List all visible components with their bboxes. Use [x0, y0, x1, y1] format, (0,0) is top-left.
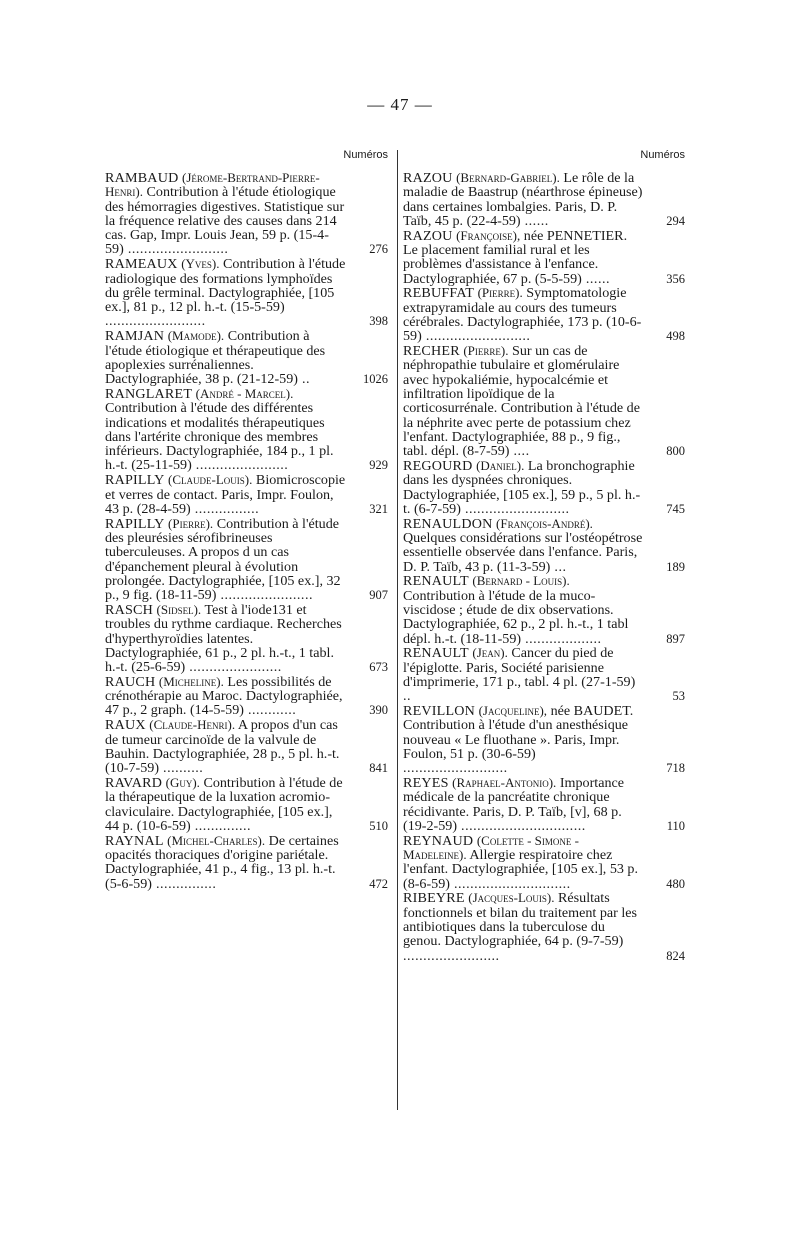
thesis-number: 907 [369, 588, 388, 603]
author-surname: RANGLARET [105, 385, 193, 402]
author-surname: RAZOU [403, 170, 453, 186]
author-surname: RAPILLY [105, 515, 165, 532]
author-surname: REGOURD [403, 457, 473, 474]
author-given-names: (Claude-Louis). [168, 472, 253, 488]
author-surname: REVILLON [403, 702, 476, 719]
entry-text [105, 718, 346, 775]
entry-text [403, 517, 643, 574]
bibliography-entry [105, 603, 388, 674]
entry-text [403, 834, 643, 891]
entry-text [105, 329, 346, 386]
leader-dots: ...... [581, 270, 611, 287]
author-given-names: (Pierre). [168, 515, 214, 531]
author-surname: RAUX [105, 717, 146, 734]
thesis-number: 472 [369, 876, 388, 891]
numeros-header: Numéros [343, 149, 388, 161]
author-given-names: (Daniel). [476, 457, 525, 473]
author-surname: RAMEAUX [105, 256, 178, 273]
author-given-names: (Jacqueline), [478, 702, 548, 718]
thesis-description: Les possibilités de crénothérapie au Maroc. Dactylographiée, 47 p., 2 graph. (14-5-59) [105, 673, 343, 719]
bibliography-entry [403, 574, 685, 645]
bibliography-entry [403, 704, 685, 775]
entry-text [403, 776, 643, 833]
thesis-number: 1026 [363, 372, 388, 387]
thesis-number: 480 [666, 876, 685, 891]
thesis-description: Contribution à l'étude de la thérapeutique de la luxation acromio-claviculaire. Dactylographiée, [105 ex.], 44 p. (10-6-59) [105, 774, 343, 834]
entry-text [403, 229, 643, 286]
author-surname: REBUFFAT [403, 285, 475, 302]
thesis-number: 294 [666, 213, 685, 228]
author-surname: RAUCH [105, 673, 156, 690]
leader-dots: .......................... [421, 328, 531, 345]
author-surname: RAZOU [403, 227, 453, 244]
thesis-description: née PENNETIER. Le placement familial rural et les problèmes d'assistance à l'enfance. Dactylographiée, 67 p. (5-5-59) [403, 227, 628, 287]
right-column [403, 145, 685, 963]
bibliography-entry [403, 776, 685, 833]
thesis-number: 800 [666, 444, 685, 459]
thesis-description: La bronchographie dans les dyspnées chroniques. Dactylographiée, [105 ex.], 59 p., 5 pl. h.-t. (6-7-59) [403, 457, 641, 517]
thesis-number: 276 [369, 242, 388, 257]
thesis-description: Symptomatologie extrapyramidale au cours des tumeurs cérébrales. Dactylographiée, 173 p. (10-6-59) [403, 285, 642, 345]
thesis-description: Contribution à l'étude radiologique des formations lymphoïdes du grêle terminal. Dactylographiée, [105 ex.], 81 p., 12 pl. h.-t. (15-5-59) [105, 256, 346, 316]
thesis-description: Contribution à l'étude étiologique et thérapeutique des apoplexies surrénaliennes. Dactylographiée, 38 p. (21-12-59) [105, 328, 326, 388]
entry-text [105, 675, 346, 718]
thesis-number: 841 [369, 761, 388, 776]
thesis-number: 398 [369, 314, 388, 329]
thesis-number: 718 [666, 761, 685, 776]
leader-dots: .... [509, 443, 530, 460]
bibliography-entry [105, 718, 388, 775]
leader-dots: ............ [243, 702, 297, 719]
author-given-names: (Guy). [165, 774, 200, 790]
entry-text [403, 574, 643, 645]
page-number: — 47 — [367, 95, 433, 114]
author-given-names: (Yves). [181, 256, 220, 272]
leader-dots: .. [403, 688, 412, 705]
author-given-names: (Sidsel). [156, 601, 202, 617]
leader-dots: ............... [151, 875, 217, 892]
author-given-names: (Claude-Henri). [149, 717, 236, 733]
bibliography-entry [403, 891, 685, 962]
leader-dots: ......................... [105, 313, 206, 330]
author-surname: RECHER [403, 343, 460, 360]
bibliography-entry [105, 776, 388, 833]
author-surname: RENAULT [403, 573, 469, 590]
numeros-header: Numéros [640, 149, 685, 161]
entry-text [403, 171, 643, 228]
leader-dots: ............................. [449, 875, 571, 892]
thesis-number: 110 [666, 818, 685, 833]
thesis-description: Importance médicale de la pancréatite chronique récidivante. Paris, D. P. Taïb, [v], 68 p. (19-2-59) [403, 774, 625, 834]
author-surname: RASCH [105, 601, 153, 618]
thesis-description: Contribution à l'étude des différentes indications et modalités thérapeutiques dans l'artérite chronique des membres inférieurs. Dactylographiée, 184 p., 1 pl. h.-t. (25-11-59) [105, 400, 334, 474]
entry-list [403, 171, 685, 963]
thesis-description: A propos d'un cas de tumeur carcinoïde de la valvule de Bauhin. Dactylographiée, 28 p., 5 pl. h.-t. (10-7-59) [105, 717, 340, 777]
author-surname: RIBEYRE [403, 890, 465, 907]
thesis-description: De certaines opacités thoraciques d'origine pariétale. Dactylographiée, 41 p., 4 fig., 13 pl. h.-t. (5-6-59) [105, 832, 339, 892]
thesis-description: née BAUDET. Contribution à l'étude d'un anesthésique nouveau « Le fluothane ». Paris, Impr. Foulon, 51 p. (30-6-59) [403, 702, 634, 762]
author-given-names: (Pierre). [463, 343, 509, 359]
author-given-names: (Jean). [472, 645, 508, 661]
thesis-description: Allergie respiratoire chez l'enfant. Dactylographiée, [105 ex.], 53 p. (8-6-59) [403, 846, 639, 892]
bibliography-entry [105, 834, 388, 891]
thesis-number: 745 [666, 501, 685, 516]
author-surname: REYES [403, 774, 449, 791]
author-given-names: (Mamode). [167, 328, 225, 344]
thesis-description: Test à l'iode131 et troubles du rythme cardiaque. Recherches d'hyperthyroïdies latentes. Dactylographiée, 61 p., 2 pl. h.-t., 1 tabl. h.-t. (25-6-59) [105, 601, 342, 676]
bibliography-entry [403, 459, 685, 516]
thesis-description: Cancer du pied de l'épiglotte. Paris, Société parisienne d'imprimerie, 171 p., tabl. 4 pl. (27-1-59) [403, 645, 636, 690]
author-given-names: (Micheline). [158, 673, 224, 689]
bibliography-entry [105, 675, 388, 718]
bibliography-entry [105, 171, 388, 257]
leader-dots: ........................ [403, 947, 500, 964]
author-surname: RAMJAN [105, 328, 165, 345]
bibliography-entry [105, 257, 388, 328]
author-given-names: (André - Marcel). [195, 385, 294, 401]
author-given-names: (Bernard - Louis). [472, 573, 570, 589]
leader-dots: ......................... [123, 241, 229, 258]
leader-dots: .............. [190, 817, 252, 834]
bibliography-entry [403, 834, 685, 891]
author-given-names: (Françoise), [456, 227, 521, 243]
leader-dots: .......................... [403, 760, 508, 777]
bibliography-entry [105, 387, 388, 473]
column-divider [397, 150, 398, 1110]
author-surname: RAVARD [105, 774, 163, 791]
leader-dots: ....................... [216, 587, 313, 604]
bibliography-entry [105, 517, 388, 603]
thesis-description: Le rôle de la maladie de Baastrup (néarthrose épineuse) dans certaines lombalgies. Paris, D. P. Taïb, 45 p. (22-4-59) [403, 170, 643, 229]
entry-text [105, 776, 346, 833]
thesis-number: 53 [672, 689, 685, 704]
leader-dots: .. [297, 371, 311, 388]
author-given-names: (Colette - Simone - Madeleine). [403, 832, 579, 862]
entry-text [403, 646, 643, 703]
author-surname: RENAULDON [403, 515, 493, 532]
leader-dots: .......................... [460, 500, 570, 517]
bibliography-entry [105, 329, 388, 386]
thesis-description: Biomicroscopie et verres de contact. Paris, Impr. Foulon, 43 p. (28-4-59) [105, 472, 346, 517]
entry-text [105, 834, 346, 891]
bibliography-entry [403, 344, 685, 458]
leader-dots: ....................... [191, 457, 289, 474]
entry-text [105, 387, 346, 473]
author-surname: RAYNAL [105, 832, 164, 849]
bibliography-entry [403, 517, 685, 574]
author-given-names: (Jacques-Louis). [468, 890, 555, 906]
author-given-names: (Raphael-Antonio). [452, 774, 557, 790]
left-column [105, 145, 388, 891]
leader-dots: ................ [190, 500, 260, 517]
entry-text [105, 473, 346, 516]
author-given-names: (François-André). [496, 515, 593, 531]
entry-text [105, 171, 346, 257]
thesis-number: 897 [666, 631, 685, 646]
thesis-number: 321 [369, 501, 388, 516]
entry-list [105, 171, 388, 891]
author-surname: REYNAUD [403, 832, 474, 849]
thesis-number: 673 [369, 660, 388, 675]
thesis-number: 390 [369, 703, 388, 718]
leader-dots: ... [550, 558, 567, 575]
bibliography-entry [105, 473, 388, 516]
leader-dots: .......... [159, 760, 204, 777]
thesis-number: 824 [666, 948, 685, 963]
leader-dots: ............................... [457, 817, 586, 834]
bibliography-entry [403, 646, 685, 703]
thesis-description: Contribution à l'étude des pleurésies sérofibrineuses tuberculeuses. A propos d un cas d'épanchement pleural à évolution prolongée. Dactylographiée, [105 ex.], 32 p., 9 fig. (18-11-59) [105, 515, 341, 604]
bibliography-entry [403, 171, 685, 228]
author-given-names: (Pierre). [477, 285, 523, 301]
entry-text [105, 257, 346, 328]
entry-text [105, 603, 346, 674]
leader-dots: ................... [521, 630, 602, 647]
author-surname: RAPILLY [105, 472, 165, 489]
bibliography-entry [403, 229, 685, 286]
author-given-names: (Michel-Charles). [167, 832, 266, 848]
author-given-names: (Jérome-Bertrand-Pierre-Henri). [105, 170, 320, 200]
bibliography-entry [403, 286, 685, 343]
thesis-description: Résultats fonctionnels et bilan du traitement par les antibiotiques dans la tuberculose du genou. Dactylographiée, 64 p. (9-7-59) [403, 890, 638, 950]
thesis-description: Contribution à l'étude de la muco-viscidose ; étude de dix observations. Dactylographiée, 62 p., 2 pl. h.-t., 1 tabl dépl. h.-t. (18-11-59) [403, 587, 629, 647]
author-given-names: (Bernard-Gabriel). [456, 170, 560, 185]
entry-text [105, 517, 346, 603]
entry-text [403, 344, 643, 458]
leader-dots: ....................... [185, 659, 282, 676]
author-surname: RENAULT [403, 645, 469, 662]
leader-dots: ...... [520, 212, 549, 229]
entry-text [403, 286, 643, 343]
thesis-description: Quelques considérations sur l'ostéopétrose essentielle observée dans l'enfance. Paris, D. P. Taïb, 43 p. (11-3-59) [403, 529, 643, 575]
thesis-number: 356 [666, 271, 685, 286]
thesis-number: 498 [666, 329, 685, 344]
thesis-description: Contribution à l'étude étiologique des hémorragies digestives. Statistique sur la fréquence relative des causes dans 214 cas. Gap, Impr. Louis Jean, 59 p. (15-4-59) [105, 184, 345, 258]
entry-text [403, 459, 643, 516]
entry-text [403, 704, 643, 775]
entry-text [403, 891, 643, 962]
thesis-number: 510 [369, 818, 388, 833]
thesis-description: Sur un cas de néphropathie tubulaire et glomérulaire avec hypokaliémie, hypocalcémie et infiltration lipoïdique de la corticosurrénale. Contribution à l'étude de la néphrite avec perte de potassium chez l'enfant. Dactylographiée, 88 p., 9 fig., tabl. dépl. (8-7-59) [403, 343, 640, 460]
author-surname: RAMBAUD [105, 170, 179, 186]
thesis-number: 189 [666, 559, 685, 574]
thesis-number: 929 [369, 458, 388, 473]
